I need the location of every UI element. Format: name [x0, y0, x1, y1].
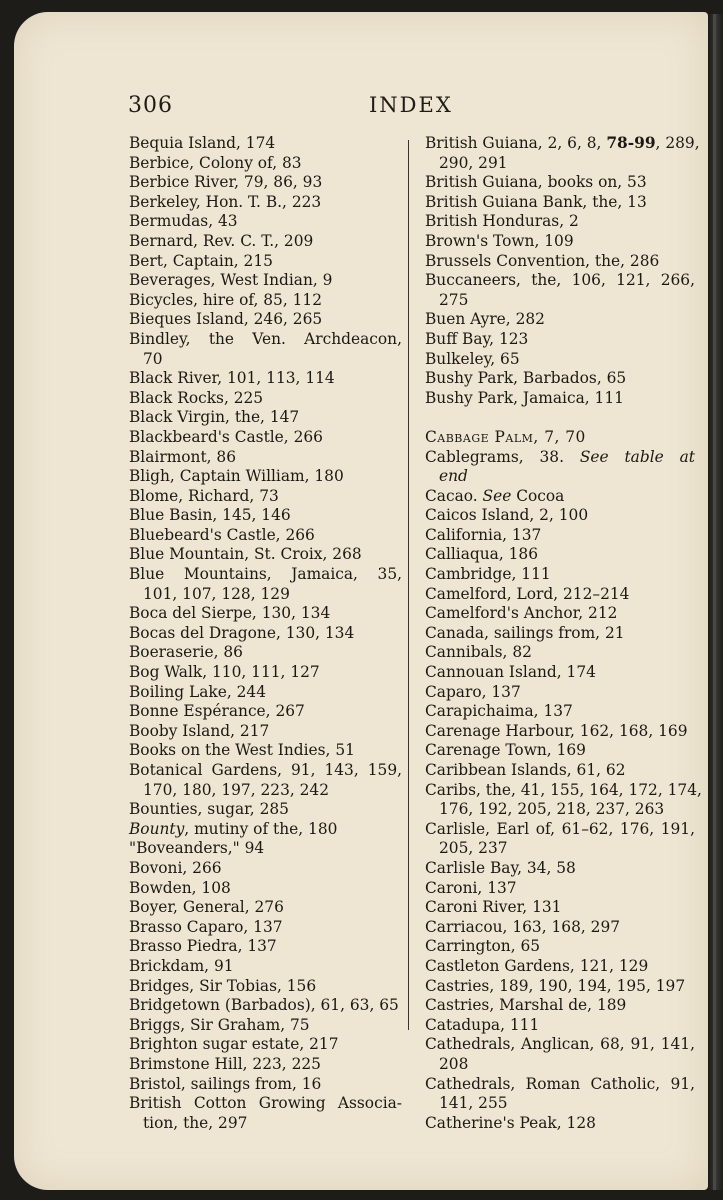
index-entry: Bindley, the Ven. Archdeacon, [129, 329, 402, 348]
index-entry: Bounties, sugar, 285 [129, 800, 289, 819]
index-entry: Carriacou, 163, 168, 297 [425, 917, 621, 936]
index-entry: Brickdam, 91 [129, 956, 234, 975]
index-entry: Cambridge, 111 [425, 565, 551, 584]
index-entry: Blackbeard's Castle, 266 [129, 427, 323, 446]
index-entry: Cathedrals, Roman Catholic, 91, [425, 1074, 695, 1093]
index-entry: Caribs, the, 41, 155, 164, 172, 174, [425, 780, 702, 799]
index-entry: Carlisle Bay, 34, 58 [425, 858, 576, 877]
spine-stripe [713, 14, 716, 1190]
index-entry-continuation: 275 [439, 290, 469, 309]
index-entry: Boiling Lake, 244 [129, 682, 266, 701]
index-entry: "Boveanders," 94 [129, 839, 265, 858]
index-entry-continuation: 70 [143, 349, 163, 368]
index-entry: Bonne Espérance, 267 [129, 702, 305, 721]
index-entry-continuation: tion, the, 297 [143, 1113, 248, 1132]
index-entry: Castleton Gardens, 121, 129 [425, 956, 649, 975]
index-entry: Beverages, West Indian, 9 [129, 271, 333, 290]
index-entry-continuation: 101, 107, 128, 129 [143, 584, 290, 603]
index-entry: Caribbean Islands, 61, 62 [425, 761, 626, 779]
cross-reference: See table at [579, 447, 695, 466]
index-entry: Castries, Marshal de, 189 [425, 996, 627, 1015]
index-entry: British Cotton Growing Associa- [129, 1094, 402, 1113]
index-entry: Caparo, 137 [425, 682, 521, 701]
index-entry: Bushy Park, Jamaica, 111 [425, 388, 624, 407]
book-spine [707, 14, 723, 1190]
index-entry: Caicos Island, 2, 100 [425, 506, 589, 525]
index-entry-continuation: 208 [439, 1054, 469, 1073]
index-entry [425, 134, 700, 154]
index-entry: Blome, Richard, 73 [129, 486, 279, 505]
index-entry: Bicycles, hire of, 85, 112 [129, 290, 323, 309]
index-entry-text: British Guiana, 2, 6, 8, [425, 134, 607, 152]
index-entry: Carenage Town, 169 [425, 741, 586, 760]
index-entry-continuation: 176, 192, 205, 218, 237, 263 [439, 800, 665, 819]
section-gap [425, 408, 695, 428]
index-entry: Bowden, 108 [129, 878, 231, 897]
index-entry [129, 820, 402, 840]
index-entry: Bovoni, 266 [129, 858, 222, 877]
index-entry: British Guiana, books on, 53 [425, 173, 647, 192]
page-title: INDEX [369, 93, 453, 117]
index-entry-continuation: 290, 291 [439, 153, 508, 172]
index-entry-continuation: 141, 255 [439, 1094, 508, 1113]
index-entry: Brimstone Hill, 223, 225 [129, 1054, 321, 1073]
running-head [0, 93, 723, 123]
index-entry: Bridges, Sir Tobias, 156 [129, 976, 317, 995]
index-entry-continuation: 205, 237 [439, 839, 508, 858]
index-entry: Black Rocks, 225 [129, 388, 264, 407]
index-entry: Buff Bay, 123 [425, 329, 529, 348]
index-entry: Blairmont, 86 [129, 447, 237, 466]
index-entry: Briggs, Sir Graham, 75 [129, 1015, 310, 1034]
index-entry: Boca del Sierpe, 130, 134 [129, 604, 331, 623]
index-entry: Bermudas, 43 [129, 212, 238, 231]
index-entry: Blue Mountains, Jamaica, 35, [129, 565, 402, 584]
index-entry: Bequia Island, 174 [129, 134, 276, 152]
index-entry: Bernard, Rev. C. T., 209 [129, 231, 314, 250]
index-entry: Buccaneers, the, 106, 121, 266, [425, 271, 695, 290]
index-entry: Canada, sailings from, 21 [425, 623, 625, 642]
index-entry: California, 137 [425, 525, 542, 544]
index-entry: Castries, 189, 190, 194, 195, 197 [425, 976, 686, 995]
index-entry: Catherine's Peak, 128 [425, 1113, 596, 1132]
index-column-right [425, 134, 702, 1133]
index-entry: Books on the West Indies, 51 [129, 741, 355, 760]
index-entry: Calliaqua, 186 [425, 545, 538, 564]
index-entry: Berkeley, Hon. T. B., 223 [129, 192, 322, 211]
index-entry: Brown's Town, 109 [425, 231, 574, 250]
index-entry [425, 448, 695, 468]
index-entry: Bligh, Captain William, 180 [129, 467, 344, 486]
index-entry: Cannibals, 82 [425, 643, 532, 662]
index-entry: British Honduras, 2 [425, 212, 579, 231]
index-entry-text: Cocoa [516, 486, 565, 505]
index-entry: Camelford's Anchor, 212 [425, 604, 618, 623]
index-entry: Caroni, 137 [425, 878, 517, 897]
bold-page-range: 78-99 [606, 134, 656, 152]
index-entry: Blue Basin, 145, 146 [129, 506, 291, 525]
index-entry: Bridgetown (Barbados), 61, 63, 65 [129, 996, 399, 1015]
index-entry: Cannouan Island, 174 [425, 663, 596, 682]
page-number: 306 [128, 93, 173, 118]
index-entry: Buen Ayre, 282 [425, 310, 545, 329]
index-entry-text: , mutiny of the, 180 [184, 819, 338, 838]
index-entry: Cabbage Palm, 7, 70 [425, 427, 586, 446]
index-entry: Bristol, sailings from, 16 [129, 1074, 322, 1093]
index-entry: Bulkeley, 65 [425, 349, 520, 368]
index-entry: Brussels Convention, the, 286 [425, 251, 660, 270]
index-entry: Catadupa, 111 [425, 1015, 540, 1034]
index-entry: Berbice River, 79, 86, 93 [129, 173, 323, 192]
index-entry: Bieques Island, 246, 265 [129, 310, 323, 329]
index-entry: Berbice, Colony of, 83 [129, 153, 302, 172]
index-entry: Botanical Gardens, 91, 143, 159, [129, 761, 402, 779]
cross-reference: See [482, 486, 512, 505]
index-entry: Camelford, Lord, 212–214 [425, 584, 630, 603]
index-entry: Black Virgin, the, 147 [129, 408, 300, 427]
index-entry: Booby Island, 217 [129, 721, 270, 740]
index-entry: Bog Walk, 110, 111, 127 [129, 663, 320, 682]
index-entry: Black River, 101, 113, 114 [129, 369, 335, 388]
column-divider [408, 140, 409, 1030]
index-entry: Brasso Piedra, 137 [129, 937, 277, 956]
index-entry [425, 487, 695, 507]
index-entry: Cathedrals, Anglican, 68, 91, 141, [425, 1035, 695, 1054]
index-entry: Brighton sugar estate, 217 [129, 1035, 339, 1054]
index-entry: British Guiana Bank, the, 13 [425, 192, 647, 211]
index-entry: Caroni River, 131 [425, 898, 562, 917]
index-entry: Carenage Harbour, 162, 168, 169 [425, 721, 688, 740]
index-entry: Brasso Caparo, 137 [129, 917, 283, 936]
index-entry: Boyer, General, 276 [129, 898, 284, 917]
index-entry: Carlisle, Earl of, 61–62, 176, 191, [425, 819, 695, 838]
index-entry: Bushy Park, Barbados, 65 [425, 369, 627, 388]
index-entry-text: , 289, [655, 134, 700, 152]
index-entry-continuation: end [439, 467, 468, 486]
index-entry: Bocas del Dragone, 130, 134 [129, 623, 355, 642]
index-column-left [129, 134, 402, 1133]
index-entry: Bert, Captain, 215 [129, 251, 273, 270]
index-entry: Carapichaima, 137 [425, 702, 573, 721]
index-entry-continuation: 170, 180, 197, 223, 242 [143, 780, 330, 799]
index-entry: Boeraserie, 86 [129, 643, 243, 662]
index-entry: Blue Mountain, St. Croix, 268 [129, 545, 362, 564]
italic-title: Bounty [129, 819, 185, 838]
index-entry-text: Cablegrams, 38. [425, 447, 564, 466]
index-entry-text: Cacao. [425, 486, 478, 505]
index-entry: Bluebeard's Castle, 266 [129, 525, 315, 544]
index-entry: Carrington, 65 [425, 937, 541, 956]
